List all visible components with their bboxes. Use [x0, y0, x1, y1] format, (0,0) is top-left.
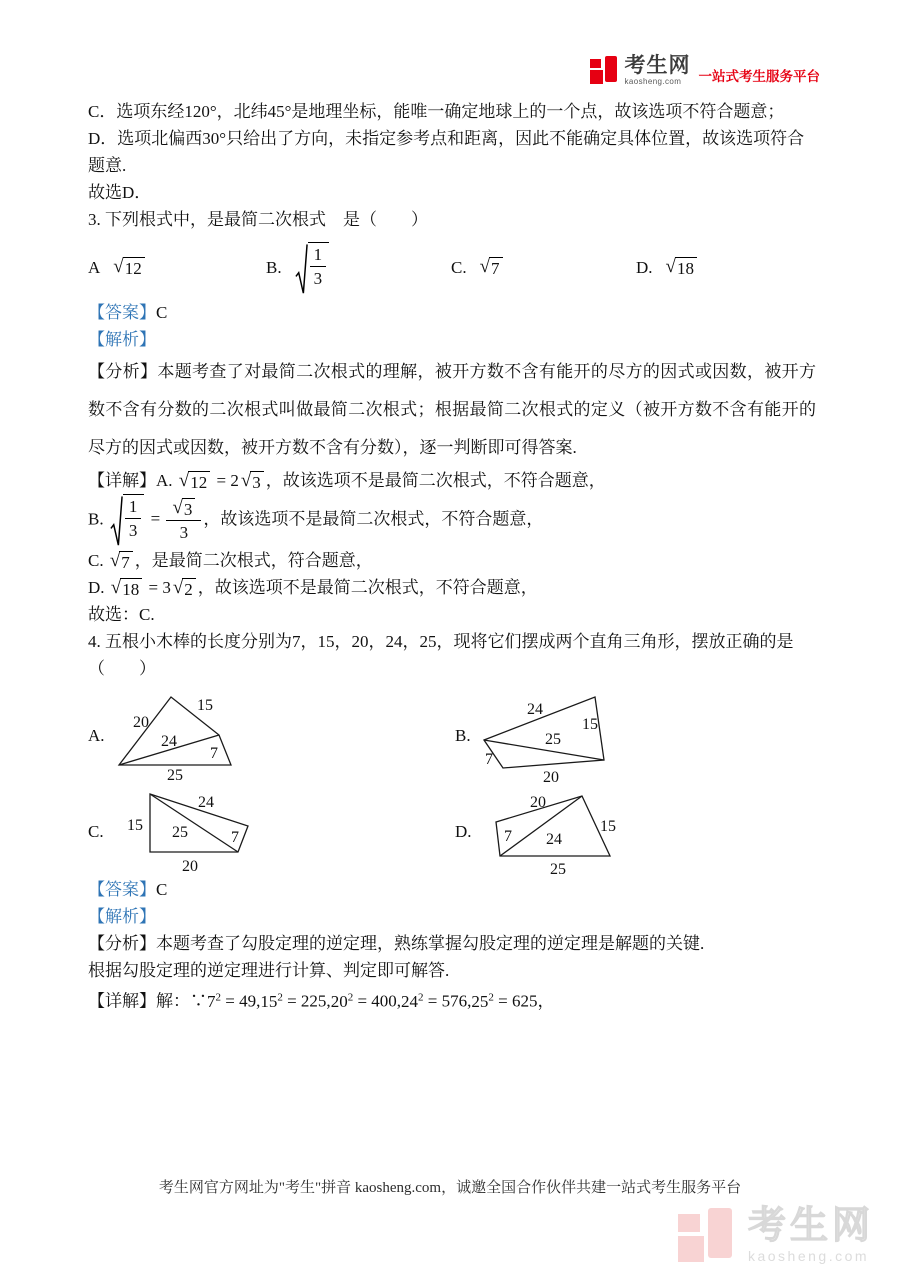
q4-analysis-label	[88, 903, 816, 930]
q3-detail-c-prefix: C.	[88, 551, 108, 570]
q3-option-b	[266, 242, 451, 295]
q3-detail-b	[88, 494, 816, 547]
analysis-bracket-label: 【解析】	[88, 330, 156, 349]
q4-answer-line	[88, 876, 816, 903]
brand-logo	[590, 54, 821, 86]
q3-option-c	[451, 257, 636, 279]
footer-text: 考生网官方网址为"考生"拼音 kaosheng.com，诚邀全国合作伙伴共建一站式考生服务平台	[158, 1180, 742, 1196]
q3-option-c-formula: √ 7	[478, 257, 505, 279]
q4-diagram-d	[455, 788, 630, 876]
q3-detail-a-prefix: 【详解】A.	[88, 471, 177, 490]
q3-detail-d-suffix: ，故该选项不是最简二次根式，不符合题意，	[197, 578, 538, 597]
q3-detail-d-formula: √ 18 = 3 √ 2	[109, 578, 198, 597]
side-label: 25	[549, 861, 566, 876]
side-label: 20	[181, 858, 198, 875]
q3-option-b-label: B.	[266, 258, 282, 277]
kaosheng-logo-icon	[590, 54, 620, 86]
q4-detail-formula: $7^2 = 49,15^2 = 225,20^2 = 400,24^2 = 576,25^2 = 625$	[207, 991, 538, 1011]
q2-option-c-explanation: C．选项东经120°，北纬45°是地理坐标，能唯一确定地球上的一个点，故该选项不符合题意；	[88, 102, 785, 121]
brand-watermark	[678, 1204, 874, 1266]
side-label: 15	[599, 818, 616, 835]
q4-diagram-b	[455, 690, 624, 782]
triangle-figure-d	[480, 788, 630, 876]
q3-detail-b-prefix: B.	[88, 509, 108, 529]
q4-diagram-c-label: C.	[88, 822, 104, 841]
q3-option-d	[636, 257, 816, 279]
q3-detail-d	[88, 574, 816, 601]
side-label: 7	[503, 828, 512, 845]
q4-detail-suffix: ，	[537, 991, 555, 1011]
q4-diagram-a	[88, 691, 455, 781]
q3-stem: 3. 下列根式中，是最简二次根式 是（ ）	[88, 210, 428, 229]
side-label: 25	[171, 824, 188, 841]
kaosheng-watermark-icon	[678, 1204, 736, 1266]
side-label: 15	[581, 716, 598, 733]
q4-diagram-row-2	[88, 788, 816, 876]
side-label: 15	[196, 697, 213, 714]
q3-detail-c-formula: √ 7	[108, 551, 135, 570]
q4-answer-value: C	[156, 880, 168, 899]
side-label: 20	[529, 794, 546, 811]
side-label: 7	[484, 751, 493, 768]
document-body	[88, 98, 816, 1015]
watermark-brand-domain: kaosheng.com	[747, 1248, 870, 1264]
side-label: 25	[166, 767, 183, 781]
side-label: 24	[160, 733, 177, 750]
side-label: 20	[132, 714, 149, 731]
q3-option-a-formula: √ 12	[111, 257, 146, 279]
q3-analysis-label	[88, 326, 816, 353]
q2-option-d-explanation: D．选项北偏西30°只给出了方向，未指定参考点和距离，因此不能确定具体位置，故该选项符合题意.	[88, 129, 805, 175]
side-label: 25	[544, 731, 561, 748]
side-label: 24	[545, 831, 562, 848]
q3-option-b-formula: $\frac{1}{3}$	[293, 242, 332, 295]
q3-detail-c	[88, 547, 816, 574]
q3-detail-a	[88, 467, 816, 494]
triangle-figure-b	[479, 690, 624, 782]
q4-diagram-d-label: D.	[455, 822, 472, 841]
brand-name: 考生网	[624, 53, 691, 77]
q3-option-d-formula: √ 18	[664, 257, 699, 279]
q4-stem: 4. 五根小木棒的长度分别为7，15，20，24，25，现将它们摆成两个直角三角形，摆放正确的是（ ）	[88, 632, 794, 678]
triangle-figure-a	[113, 691, 248, 781]
brand-tagline: 一站式考生服务平台	[698, 69, 820, 84]
q4-detail-line	[88, 984, 816, 1015]
q3-detail-c-suffix: ，是最简二次根式，符合题意，	[134, 551, 373, 570]
q3-option-d-label: D.	[636, 257, 653, 277]
q3-detail-b-suffix: ，故该选项不是最简二次根式，不符合题意，	[203, 509, 544, 529]
q3-detail-a-formula: √ 12 = 2 √ 3	[177, 471, 266, 490]
q3-option-a	[88, 257, 266, 279]
q3-detail-d-prefix: D.	[88, 578, 109, 597]
q3-detail-b-formula: $\frac{1}{3}$ = √ 3 3	[108, 509, 204, 528]
q4-diagram-c	[88, 788, 455, 876]
q3-option-a-label: A	[88, 257, 101, 277]
q3-answer-line	[88, 299, 816, 326]
q3-answer-value: C	[156, 303, 168, 322]
side-label: 24	[197, 794, 214, 811]
q3-analysis-text: 【分析】本题考查了对最简二次根式的理解，被开方数不含有能开的尽方的因式或因数，被开方数不含有分数的二次根式叫做最简二次根式；根据最简二次根式的定义（被开方数不含有能开的尽方的因式或因数，被开方数不含有分数），逐一判断即可得答案.	[88, 362, 816, 457]
q3-detail-a-suffix: ，故该选项不是最简二次根式，不符合题意，	[265, 471, 606, 490]
q4-analysis-text-1: 【分析】本题考查了勾股定理的逆定理，熟练掌握勾股定理的逆定理是解题的关键.	[88, 934, 705, 953]
side-label: 15	[126, 817, 143, 834]
q2-conclusion: 故选D．	[88, 183, 152, 202]
q4-diagram-b-label: B.	[455, 726, 471, 745]
brand-domain: kaosheng.com	[624, 76, 682, 86]
watermark-brand-name: 考生网	[747, 1205, 874, 1247]
q4-diagram-a-label: A.	[88, 726, 105, 745]
answer-bracket-label: 【答案】	[88, 303, 156, 322]
q3-options-row	[88, 237, 816, 299]
q3-conclusion: 故选：C.	[88, 605, 155, 624]
side-label: 7	[230, 829, 239, 846]
q4-detail-prefix: 【详解】解：∵	[88, 991, 207, 1011]
side-label: 24	[526, 701, 543, 718]
analysis-bracket-label: 【解析】	[88, 907, 156, 926]
side-label: 7	[209, 745, 218, 762]
answer-bracket-label: 【答案】	[88, 880, 156, 899]
q4-diagram-row-1	[88, 690, 816, 782]
triangle-figure-c	[112, 788, 262, 876]
q4-analysis-text-2: 根据勾股定理的逆定理进行计算、判定即可解答.	[88, 961, 450, 980]
q3-option-c-label: C.	[451, 257, 467, 277]
side-label: 20	[542, 769, 559, 782]
